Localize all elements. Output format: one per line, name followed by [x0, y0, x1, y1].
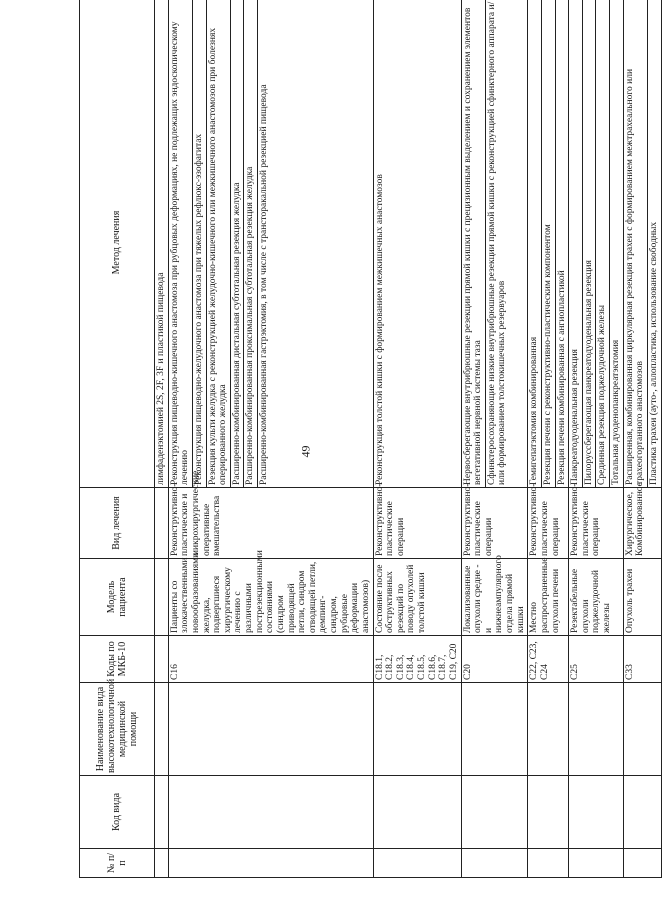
- cell-name: [569, 683, 624, 776]
- cell-model: Локализованные опухоли средне - и нижнеампулярного отдела прямой кишки: [461, 559, 528, 636]
- cell-model: Резектабельные опухоли поджелудочной железы: [569, 559, 624, 636]
- header-code: Код вида: [80, 776, 155, 849]
- cell-code: [155, 776, 169, 849]
- method-item: Сфинктеросохраняющие низкие внутрибрюшные резекции прямой кишки с реконструкцией сфинктерного аппарата и/или формированием толстокишечных резервуаров: [486, 1, 508, 485]
- method-item: Расширенно-комбинированная гастрэктомия, в том числе с трансторакальной резекцией пищевода: [259, 84, 269, 485]
- cell-type: Реконструктивно-пластические операции: [569, 488, 624, 559]
- cell-no: [569, 849, 624, 878]
- cell-type: [155, 488, 169, 559]
- cell-no: [168, 849, 373, 878]
- cell-model: Состояние после обструктивных резекций по поводу опухолей толстой кишки: [373, 559, 461, 636]
- cell-name: [168, 683, 373, 776]
- method-item: Реконструкция пищеводно-желудочного анастомоза при тяжелых рефлюкс-эзофагитах: [193, 0, 207, 487]
- method-item: Тотальная дуоденопанкреатэктомия: [611, 339, 621, 485]
- header-model: Модель пациента: [80, 559, 155, 636]
- cell-no: [623, 849, 661, 878]
- header-type: Вид лечения: [80, 488, 155, 559]
- cell-method: [623, 0, 661, 488]
- cell-code: [569, 776, 624, 849]
- cell-name: [623, 683, 661, 776]
- method-item: Срединная резекция поджелудочной железы: [596, 0, 610, 487]
- cell-model: Местно распространенные опухоли печени: [528, 559, 569, 636]
- method-item: Пилоруссберегающая панкреатодуоденальная резекция: [583, 0, 597, 487]
- cell-name: [155, 683, 169, 776]
- cell-code: [461, 776, 528, 849]
- cell-method: [528, 0, 569, 488]
- table-row: [373, 0, 461, 878]
- method-item: Расширенно-комбинированная проксимальная субтотальная резекция желудка: [244, 0, 258, 487]
- method-item: Расширенная, комбинированная циркулярная резекция трахеи с формированием межтрахеального или трахеогортанного анастомозов: [624, 0, 648, 487]
- cell-no: [461, 849, 528, 878]
- cell-mkb: C16: [168, 636, 373, 683]
- cell-mkb: C25: [569, 636, 624, 683]
- cell-type: Реконструктивно-пластические операции: [373, 488, 461, 559]
- method-item: Пластика трахеи (ауто-, аллопластика, использование свободных: [648, 221, 659, 485]
- cell-code: [528, 776, 569, 849]
- page-number: 49: [298, 445, 313, 458]
- cell-method: [168, 0, 373, 488]
- cell-mkb: C33: [623, 636, 661, 683]
- cell-mkb: C18.1, C18.2, C18.3, C18.4, C18.5, C18.6, C18.7, C19, C20: [373, 636, 461, 683]
- header-mkb: Коды по МКБ-10: [80, 636, 155, 683]
- cell-model: Пациенты со злокачественными новообразованиями желудка, подвергшиеся хирургическому лечению с различными пострезекционными состояниями (синдром приводящей петли, синдром отводящей петли, демпинг-синдром, рубцовые деформации анастомозов): [168, 559, 373, 636]
- method-item: Реконструкция толстой кишки с формированием межкишечных анастомозов: [374, 174, 385, 485]
- table-row: [569, 0, 624, 878]
- method-item: Реконструкция пищеводно-кишечного анастомоза при рубцовых деформациях, не подлежащих эндоскопическому лечению: [169, 0, 193, 487]
- header-no: № п/п: [80, 849, 155, 878]
- method-item: Гемигепатэктомия комбинированная: [528, 0, 542, 487]
- method-item: лимфаденэктомией 2S, 2F, 3F и пластикой пищевода: [156, 272, 166, 485]
- method-item: Резекция печени комбинированная с ангиопластикой: [556, 270, 567, 485]
- cell-type: Реконструктивно-пластические операции: [528, 488, 569, 559]
- cell-name: [461, 683, 528, 776]
- table-row: [155, 0, 169, 878]
- cell-method: [461, 0, 528, 488]
- cell-code: [168, 776, 373, 849]
- method-item: Резекция культи желудка с реконструкцией желудочно-кишечного или межкишечного анастомозов при болезнях оперированного желудка: [207, 0, 231, 487]
- method-item: Резекция печени с реконструктивно-пластическим компонентом: [542, 0, 556, 487]
- cell-mkb: C20: [461, 636, 528, 683]
- cell-model: Опухоль трахеи: [623, 559, 661, 636]
- method-item: Панкреатодуоденальная резекция: [569, 0, 583, 487]
- header-name: Наименование вида высокотехнологичной медицинской помощи: [80, 683, 155, 776]
- rotated-table-container: [79, 1, 659, 878]
- cell-type: Хирургическое, Комбинированное: [623, 488, 661, 559]
- cell-code: [623, 776, 661, 849]
- cell-method: [155, 0, 169, 488]
- method-item: Нервосберегающие внутрибрюшные резекции прямой кишки с прецизионным выделением и сохранением элементов вегетативной нервной системы таза: [462, 0, 486, 487]
- cell-no: [155, 849, 169, 878]
- cell-no: [528, 849, 569, 878]
- cell-type: Реконструктивно-пластические и микрохирургические оперативные вмешательства: [168, 488, 373, 559]
- cell-name: [528, 683, 569, 776]
- table-row: [168, 0, 373, 878]
- treatment-table: [79, 0, 662, 878]
- cell-name: [373, 683, 461, 776]
- cell-method: [569, 0, 624, 488]
- cell-mkb: [155, 636, 169, 683]
- cell-code: [373, 776, 461, 849]
- cell-no: [373, 849, 461, 878]
- cell-model: [155, 559, 169, 636]
- table-row: [461, 0, 528, 878]
- table-row: [528, 0, 569, 878]
- table-header-row: [80, 0, 155, 878]
- cell-mkb: C22, C23, C24: [528, 636, 569, 683]
- method-item: Расширенно-комбинированная дистальная субтотальная резекция желудка: [231, 0, 245, 487]
- table-row: [623, 0, 661, 878]
- header-method: Метод лечения: [80, 0, 155, 488]
- cell-method: [373, 0, 461, 488]
- cell-type: Реконструктивно-пластические операции: [461, 488, 528, 559]
